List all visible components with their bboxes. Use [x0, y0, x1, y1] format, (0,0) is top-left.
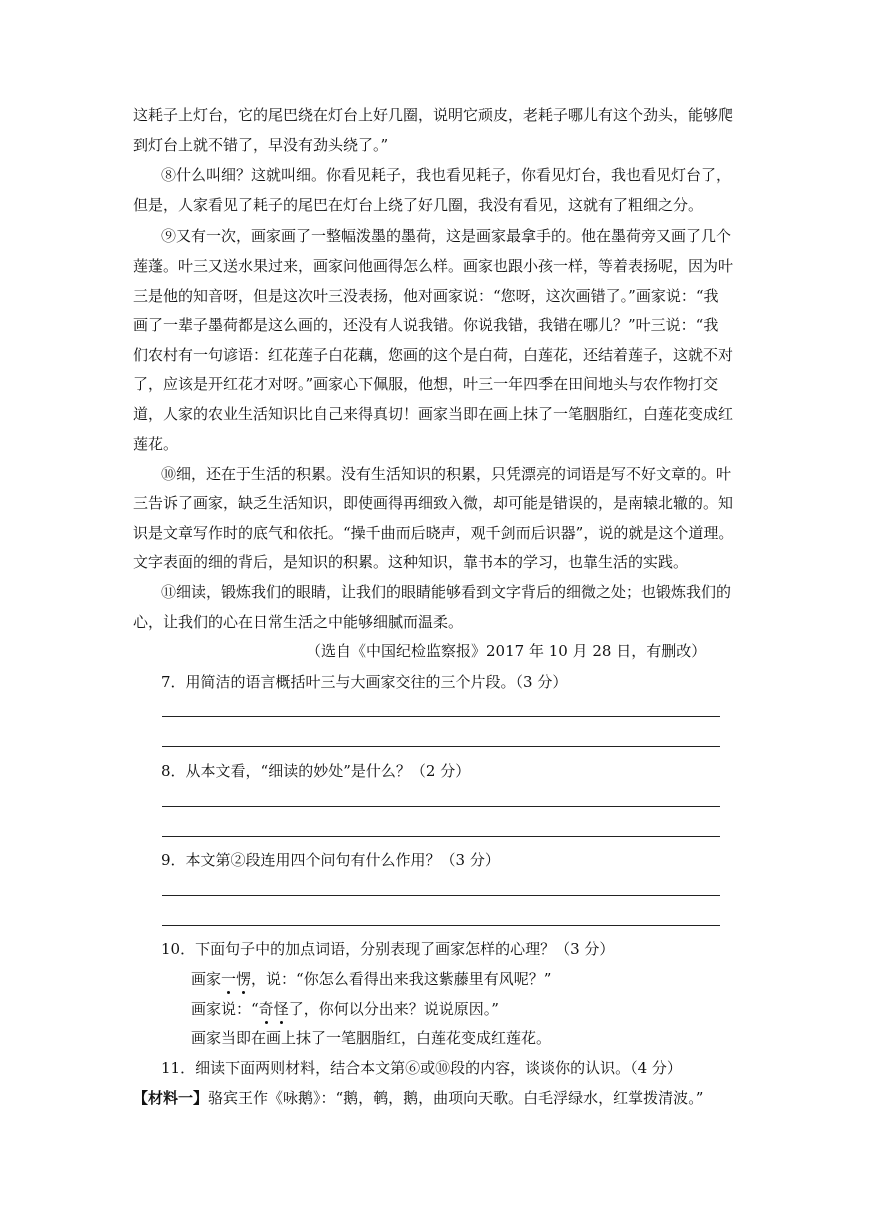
answer-line[interactable]	[162, 806, 720, 807]
passage-line: 心，让我们的心在日常生活之中能够细腻而温柔。	[133, 613, 464, 631]
dotted-char: 奇	[258, 1000, 274, 1018]
source-citation: （选自《中国纪检监察报》2017 年 10 月 28 日，有删改）	[306, 642, 707, 660]
q10-sentence-1	[191, 969, 551, 989]
passage-line: 这耗子上灯台，它的尾巴绕在灯台上好几圈，说明它顽皮，老耗子哪儿有这个劲头，能够爬	[133, 106, 734, 124]
paragraph-11-start: ⑪细读，锻炼我们的眼睛，让我们的眼睛能够看到文字背后的细微之处；也锻炼我们的	[161, 583, 732, 601]
q10-sentence-2	[191, 999, 499, 1019]
material-1	[133, 1088, 703, 1108]
sentence-text: ，说：“你怎么看得出来我这紫藤里有风呢？”	[251, 970, 552, 988]
dotted-char: 愣	[236, 970, 252, 988]
answer-line[interactable]	[162, 895, 720, 896]
passage-line: 莲蓬。叶三又送水果过来，画家问他画得怎么样。画家也跟小孩一样，等着表扬呢，因为叶	[133, 257, 734, 275]
paragraph-10-start: ⑩细，还在于生活的积累。没有生活知识的积累，只凭漂亮的词语是写不好文章的。叶	[161, 465, 732, 483]
question-8: 8．从本文看，“细读的妙处”是什么？（2 分）	[161, 762, 471, 780]
sentence-text: 画家	[191, 970, 222, 988]
sentence-text: 画家说：“	[191, 1000, 259, 1018]
q10-sentence-3: 画家当即在画上抹了一笔胭脂红，白莲花变成红莲花。	[191, 1029, 552, 1047]
passage-line: 但是，人家看见了耗子的尾巴在灯台上绕了好几圈，我没有看见，这就有了粗细之分。	[133, 196, 704, 214]
paragraph-9-start: ⑨又有一次，画家画了一整幅泼墨的墨荷，这是画家最拿手的。他在墨荷旁又画了几个	[161, 227, 732, 245]
answer-line[interactable]	[162, 836, 720, 837]
answer-line[interactable]	[162, 925, 720, 926]
sentence-text: 了，你何以分出来？说说原因。”	[288, 1000, 499, 1018]
passage-line: 莲花。	[133, 435, 179, 453]
passage-line: 识是文章写作时的底气和依托。“操千曲而后晓声，观千剑而后识器”，说的就是这个道理。	[133, 524, 734, 542]
material-1-label: 【材料一】	[133, 1089, 209, 1107]
passage-line: 到灯台上就不错了，早没有劲头绕了。”	[133, 136, 389, 154]
passage-line: 道，人家的农业生活知识比自己来得真切！画家当即在画上抹了一笔胭脂红，白莲花变成红	[133, 405, 734, 423]
question-11: 11．细读下面两则材料，结合本文第⑥或⑩段的内容，谈谈你的认识。（4 分）	[161, 1059, 682, 1077]
question-7: 7．用简洁的语言概括叶三与大画家交往的三个片段。（3 分）	[161, 673, 568, 691]
question-9: 9．本文第②段连用四个问句有什么作用？（3 分）	[161, 851, 500, 869]
passage-line: 画了一辈子墨荷都是这么画的，还没有人说我错。你说我错，我错在哪儿？”叶三说：“我	[133, 316, 719, 334]
passage-line: 三告诉了画家，缺乏生活知识，即使画得再细致入微，却可能是错误的，是南辕北辙的。知	[133, 494, 734, 512]
question-10: 10．下面句子中的加点词语，分别表现了画家怎样的心理？（3 分）	[161, 940, 615, 958]
passage-line: 文字表面的细的背后，是知识的积累。这种知识，靠书本的学习，也靠生活的实践。	[133, 553, 689, 571]
passage-line: 们农村有一句谚语：红花莲子白花藕，您画的这个是白荷，白莲花，还结着莲子，这就不对	[133, 346, 734, 364]
passage-line: 了，应该是开红花才对呀。”画家心下佩服，他想，叶三一年四季在田间地头与农作物打交	[133, 375, 719, 393]
passage-line: 三是他的知音呀，但是这次叶三没表扬，他对画家说：“您呀，这次画错了。”画家说：“我	[133, 287, 719, 305]
answer-line[interactable]	[162, 746, 720, 747]
dotted-char: 怪	[273, 1000, 289, 1018]
dotted-char: 一	[221, 970, 237, 988]
material-1-text: 骆宾王作《咏鹅》：“鹅，鹌，鹅，曲项向天歌。白毛浮绿水，红掌拨清波。”	[208, 1089, 704, 1107]
paragraph-8-start: ⑧什么叫细？这就叫细。你看见耗子，我也看见耗子，你看见灯台，我也看见灯台了，	[161, 166, 732, 184]
answer-line[interactable]	[162, 716, 720, 717]
